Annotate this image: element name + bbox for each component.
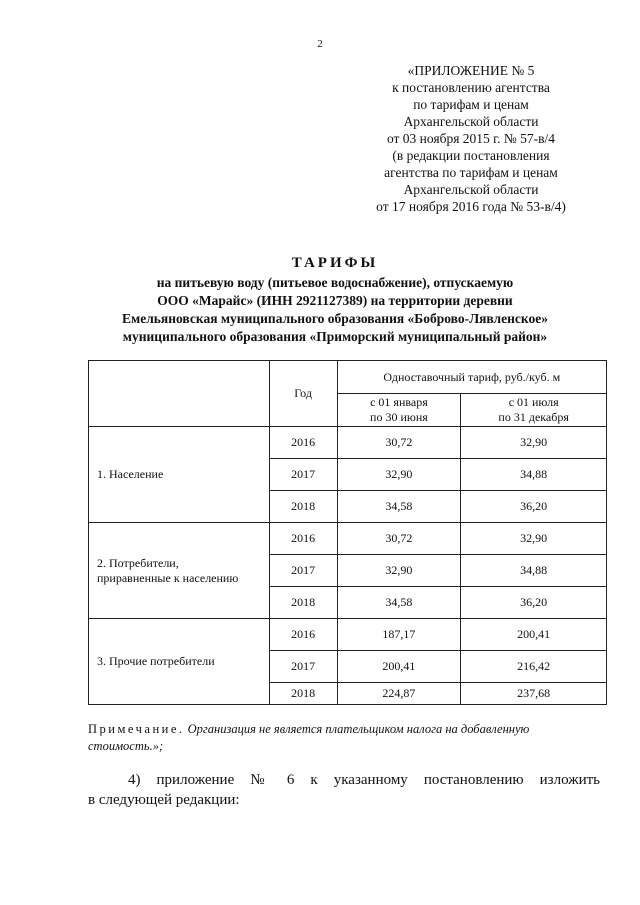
tariff-cell: 32,90 — [337, 459, 461, 491]
tariff-cell: 224,87 — [337, 683, 461, 705]
period2-line1: с 01 июля — [508, 395, 559, 409]
period2-header — [461, 394, 607, 427]
appendix-block — [330, 62, 612, 215]
tariff-cell: 32,90 — [337, 555, 461, 587]
period1-header — [337, 394, 461, 427]
tariff-cell: 34,88 — [461, 555, 607, 587]
category-label-line2: приравненные к населению — [97, 570, 239, 585]
appendix-line: Архангельской области — [403, 182, 539, 197]
year-cell: 2016 — [269, 523, 337, 555]
period2-line2: по 31 декабря — [498, 410, 569, 424]
amendment-paragraph — [88, 770, 600, 810]
appendix-line: «ПРИЛОЖЕНИЕ № 5 — [407, 63, 535, 78]
appendix-line: от 03 ноября 2015 г. № 57-в/4 — [386, 131, 556, 146]
year-cell: 2016 — [269, 427, 337, 459]
year-cell: 2018 — [269, 491, 337, 523]
tariff-cell: 36,20 — [461, 491, 607, 523]
page-number: 2 — [317, 38, 323, 50]
tariff-cell: 36,20 — [461, 587, 607, 619]
tariff-cell: 237,68 — [461, 683, 607, 705]
category-cell — [89, 427, 270, 523]
tariff-cell: 32,90 — [461, 427, 607, 459]
year-cell: 2017 — [269, 459, 337, 491]
table-row — [89, 619, 607, 651]
title-heading: ТАРИФЫ — [291, 255, 379, 271]
tariff-cell: 30,72 — [337, 523, 461, 555]
year-cell: 2017 — [269, 555, 337, 587]
tariff-cell: 187,17 — [337, 619, 461, 651]
appendix-line: Архангельской области — [403, 114, 539, 129]
appendix-line: от 17 ноября 2016 года № 53-в/4) — [376, 199, 566, 214]
appendix-line: к постановлению агентства — [392, 80, 550, 95]
note-label: Примечание. — [88, 722, 185, 736]
tariff-cell: 200,41 — [337, 651, 461, 683]
category-label: 1. Население — [97, 467, 164, 481]
category-label: 2. Потребители, — [97, 555, 179, 570]
tariff-cell: 30,72 — [337, 427, 461, 459]
table-note — [88, 721, 606, 755]
category-cell — [89, 523, 270, 619]
appendix-line: агентства по тарифам и ценам — [384, 165, 558, 180]
category-cell — [89, 619, 270, 705]
tariff-cell: 34,88 — [461, 459, 607, 491]
year-header: Год — [269, 361, 337, 427]
tariff-cell: 34,58 — [337, 491, 461, 523]
title-line: Емельяновская муниципального образования «Боброво-Лявленское» — [122, 311, 548, 326]
appendix-line: (в редакции постановления — [392, 148, 550, 163]
year-cell: 2018 — [269, 683, 337, 705]
paragraph-line2: в следующей редакции: — [88, 792, 240, 808]
tariff-cell: 34,58 — [337, 587, 461, 619]
year-cell: 2017 — [269, 651, 337, 683]
title-line: на питьевую воду (питьевое водоснабжение), отпускаемую — [156, 275, 514, 290]
title-line: муниципального образования «Приморский муниципальный район» — [122, 329, 548, 344]
period1-line2: по 30 июня — [370, 410, 428, 424]
year-cell: 2016 — [269, 619, 337, 651]
appendix-line: по тарифам и ценам — [413, 97, 529, 112]
period1-line1: с 01 января — [370, 395, 428, 409]
table-row — [89, 523, 607, 555]
table-row — [89, 427, 607, 459]
tariff-cell: 216,42 — [461, 651, 607, 683]
tariff-cell: 32,90 — [461, 523, 607, 555]
title-line: ООО «Марайс» (ИНН 2921127389) на территории деревни — [157, 293, 513, 308]
category-header-cell — [89, 361, 270, 427]
year-cell: 2018 — [269, 587, 337, 619]
category-label: 3. Прочие потребители — [97, 654, 215, 668]
tariff-cell: 200,41 — [461, 619, 607, 651]
document-title — [60, 255, 610, 346]
tariff-table — [88, 360, 607, 705]
note-text: Организация не является плательщиком налога на добавленную стоимость.»; — [88, 722, 530, 753]
tariff-header: Одноставочный тариф, руб./куб. м — [337, 361, 606, 394]
paragraph-line1: 4) приложение № 6 к указанному постановлению изложить — [128, 772, 600, 788]
